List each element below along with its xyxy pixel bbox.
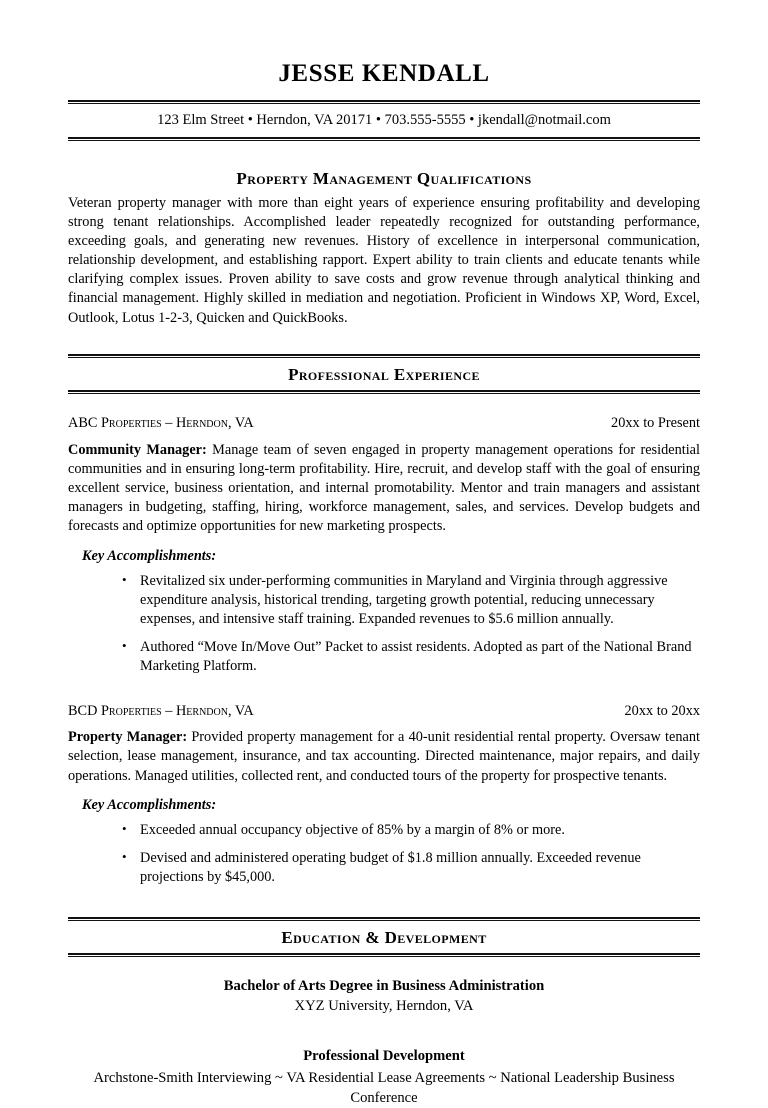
section-heading-education: Education & Development — [281, 927, 487, 947]
education-school: XYZ University, Herndon, VA — [294, 998, 474, 1015]
job-entry — [68, 414, 700, 675]
professional-development-list: Archstone-Smith Interviewing ~ VA Residential Lease Agreements ~ National Leadership Business Conference — [93, 1069, 675, 1106]
section-banner-education — [68, 917, 700, 958]
header-rule-bottom — [68, 137, 700, 141]
section-heading-experience: Professional Experience — [288, 364, 480, 384]
section-heading-qualifications: Property Management Qualifications — [236, 169, 532, 189]
accomplishments-list — [68, 572, 700, 676]
job-company-rest: Properties – Herndon, VA — [100, 702, 254, 719]
job-dates: 20xx to 20xx — [624, 702, 700, 719]
resume-content — [68, 60, 700, 1108]
key-accomplishments-label: Key Accomplishments: — [82, 547, 217, 564]
education-degree: Bachelor of Arts Degree in Business Administration — [223, 978, 545, 995]
contact-line: 123 Elm Street • Herndon, VA 20171 • 703.555-5555 • jkendall@notmail.com — [157, 111, 611, 128]
professional-development-title: Professional Development — [303, 1047, 465, 1064]
job-header — [68, 702, 700, 721]
job-description-text: Manage team of seven engaged in property management operations for residential communities and in ensuring long-term profitability. Hire, recruit, and develop staff with the goal of ensuring excellent service, business orientation, and internal promotability. Mentor and train managers and assistant managers in budgeting, staffing, hiring, workforce management, sales, and services. Develop budgets and forecasts and optimize opportunities for new marketing prospects. — [68, 441, 700, 535]
experience-rule-bottom — [68, 390, 700, 394]
job-company — [68, 414, 254, 433]
job-role-title: Property Manager: — [68, 729, 188, 746]
candidate-name: JESSE KENDALL — [278, 60, 490, 87]
job-header — [68, 414, 700, 433]
list-item: • Revitalized six under-performing communities in Maryland and Virginia through aggressive expenditure analysis, historical trending, targeting growth potential, reducing unnecessary expenses, and intensive staff training. Expanded revenues to $5.6 million annually. — [68, 572, 700, 629]
job-company-lead: BCD — [68, 702, 101, 719]
education-block — [68, 977, 700, 1108]
accomplishments-list — [68, 821, 700, 887]
job-role-title: Community Manager: — [68, 441, 207, 458]
job-company-rest: Properties – Herndon, VA — [100, 415, 254, 432]
list-item: • Exceeded annual occupancy objective of 85% by a margin of 8% or more. — [68, 821, 700, 840]
education-rule-bottom — [68, 953, 700, 957]
job-company-lead: ABC — [68, 415, 101, 432]
key-accomplishments-label: Key Accomplishments: — [82, 796, 217, 813]
list-item: • Authored “Move In/Move Out” Packet to assist residents. Adopted as part of the National Brand Marketing Platform. — [68, 638, 700, 676]
job-entry — [68, 702, 700, 887]
job-description-text: Provided property management for a 40-unit residential rental property. Oversaw tenant selection, lease management, insurance, and tax accounting. Directed maintenance, major repairs, and daily operations. Managed utilities, collected rent, and conducted tours of the property for prospective tenants. — [68, 729, 700, 784]
job-description — [68, 728, 700, 785]
list-item: • Devised and administered operating budget of $1.8 million annually. Exceeded revenue projections by $45,000. — [68, 849, 700, 887]
qualifications-summary: Veteran property manager with more than eight years of experience ensuring profitability and developing strong tenant relationships. Accomplished leader repeatedly recognized for outstanding performance, exceeding goals, and generating new revenues. History of excellence in interpersonal communication, relationship development, and establishing rapport. Expert ability to train clients and educate tenants while clarifying complex issues. Proven ability to save costs and grow revenue through analytical thinking and financial management. Highly skilled in mediation and negotiation. Proficient in Windows XP, Word, Excel, Outlook, Lotus 1-2-3, Quicken and QuickBooks. — [68, 194, 700, 326]
job-description — [68, 441, 700, 537]
job-company — [68, 702, 254, 721]
section-banner-experience — [68, 354, 700, 395]
job-dates: 20xx to Present — [611, 415, 700, 432]
